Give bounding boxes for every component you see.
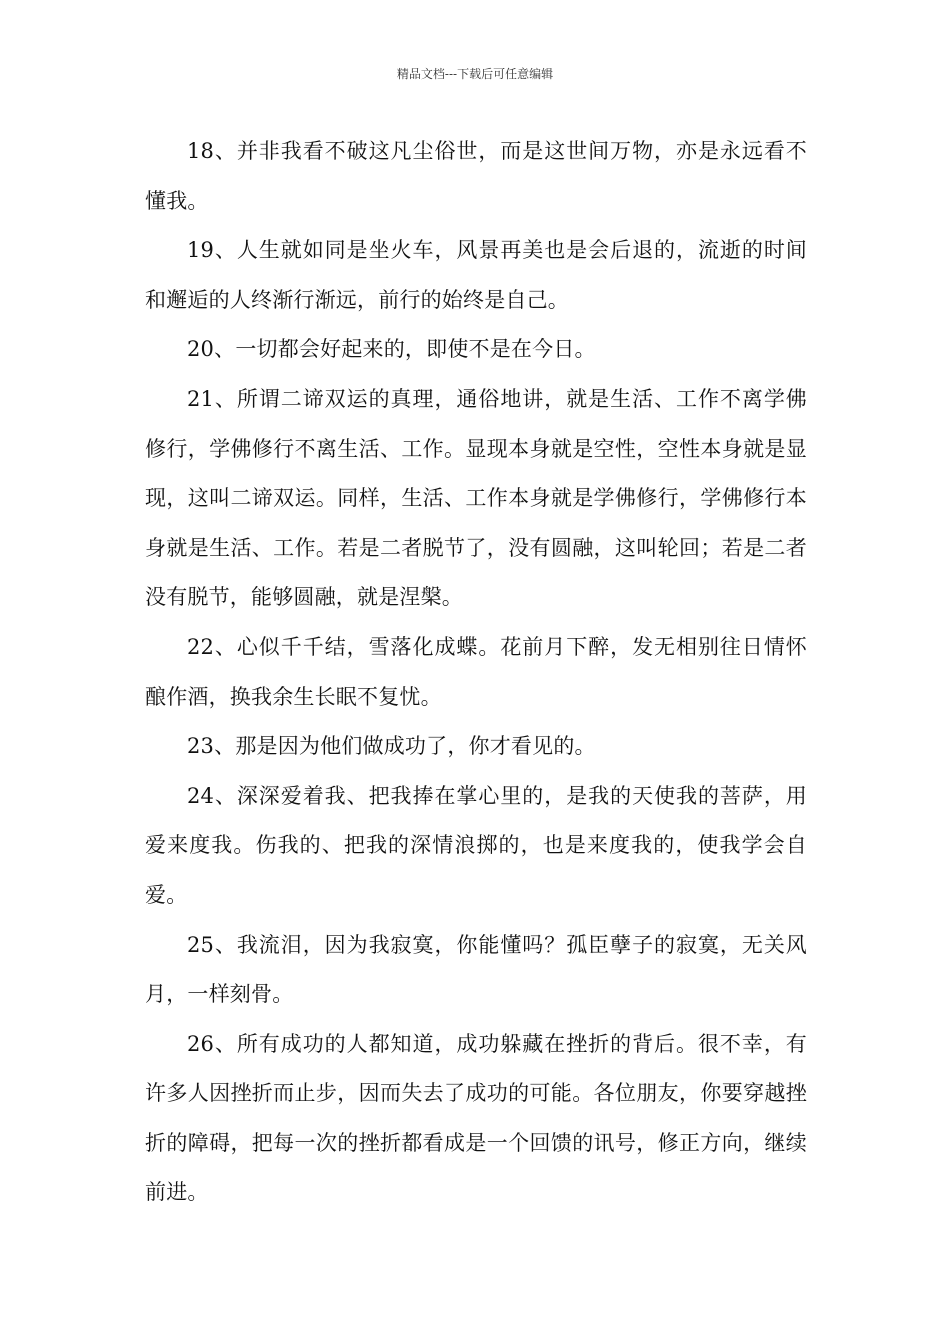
document-body xyxy=(145,127,807,1218)
paragraph-21: 21、所谓二谛双运的真理，通俗地讲，就是生活、工作不离学佛修行，学佛修行不离生活、工作。显现本身就是空性，空性本身就是显现，这叫二谛双运。同样，生活、工作本身就是学佛修行，学佛修行本身就是生活、工作。若是二者脱节了，没有圆融，这叫轮回；若是二者没有脱节，能够圆融，就是涅槃。 xyxy=(145,386,807,610)
paragraph-23: 23、那是因为他们做成功了，你才看见的。 xyxy=(187,734,596,759)
paragraph-24: 24、深深爱着我、把我捧在掌心里的，是我的天使我的菩萨，用爱来度我。伤我的、把我的深情浪掷的，也是来度我的，使我学会自爱。 xyxy=(145,783,807,907)
page-header: 精品文档---下载后可任意编辑 xyxy=(396,67,554,81)
paragraph-22: 22、心似千千结，雪落化成蝶。花前月下醉，发无相别往日情怀酿作酒，换我余生长眠不复忧。 xyxy=(145,634,807,709)
paragraph-25: 25、我流泪，因为我寂寞，你能懂吗？孤臣孽子的寂寞，无关风月，一样刻骨。 xyxy=(145,932,807,1007)
paragraph-19: 19、人生就如同是坐火车，风景再美也是会后退的，流逝的时间和邂逅的人终渐行渐远，前行的始终是自己。 xyxy=(145,238,807,312)
paragraph-20: 20、一切都会好起来的，即使不是在今日。 xyxy=(187,337,596,362)
paragraph-26: 26、所有成功的人都知道，成功躲藏在挫折的背后。很不幸，有许多人因挫折而止步，因而失去了成功的可能。各位朋友，你要穿越挫折的障碍，把每一次的挫折都看成是一个回馈的讯号，修正方向，继续前进。 xyxy=(145,1031,807,1205)
paragraph-18: 18、并非我看不破这凡尘俗世，而是这世间万物，亦是永远看不懂我。 xyxy=(145,139,807,213)
